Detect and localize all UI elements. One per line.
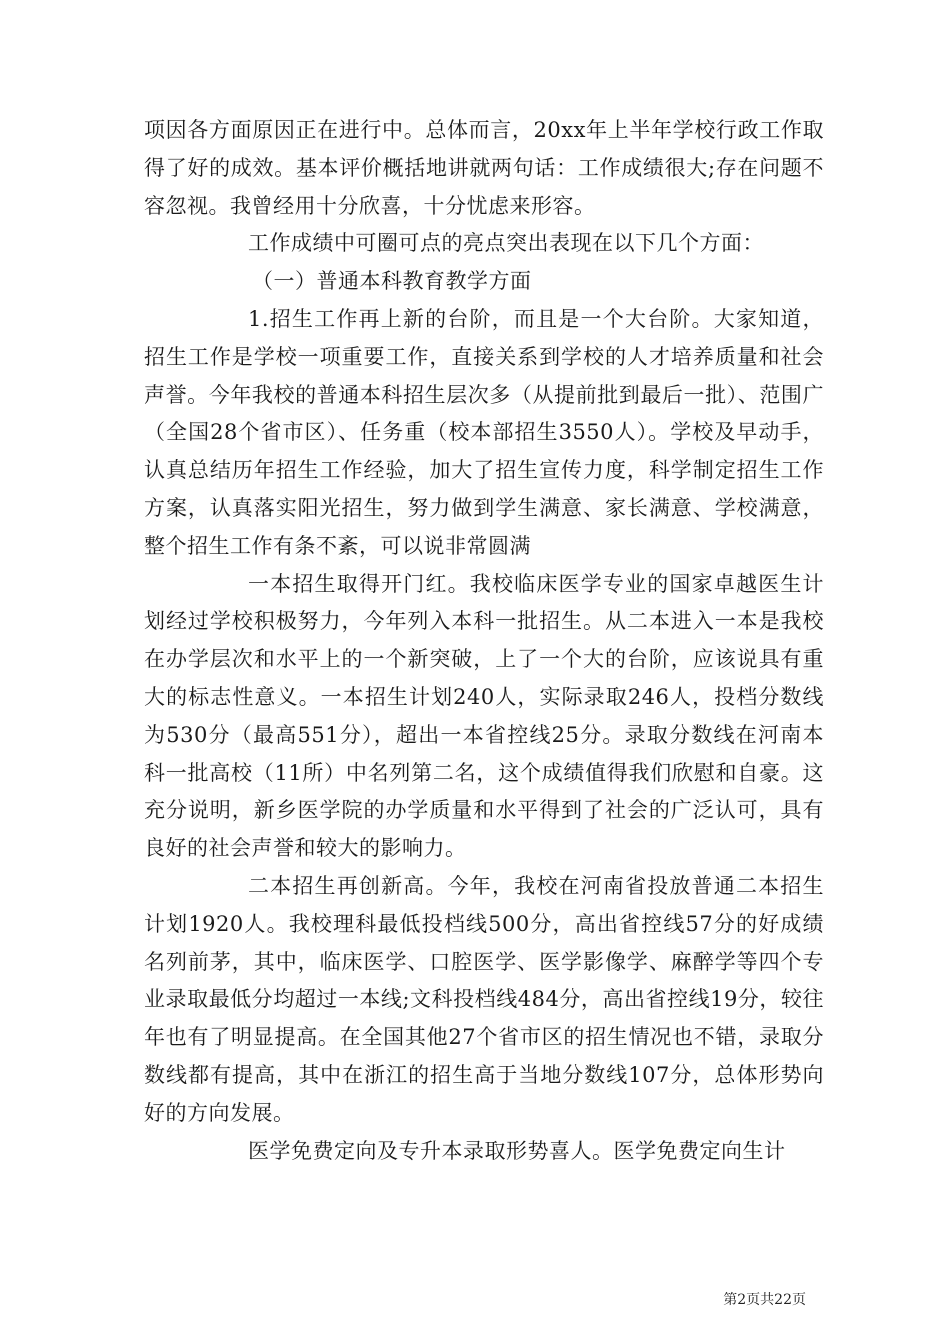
paragraph-second-tier: 二本招生再创新高。今年，我校在河南省投放普通二本招生计划1920人。我校理科最低投档线500分，高出省控线57分的好成绩名列前茅，其中，临床医学、口腔医学、医学影像学、麻醉学等四个专业录取最低分均超过一本线;文科投档线484分，高出省控线19分，较往年也有了明显提高。在全国其他27个省市区的招生情况也不错，录取分数线都有提高，其中在浙江的招生高于当地分数线107分，总体形势向好的方向发展。 — [144, 873, 824, 1125]
document-body — [144, 112, 824, 1170]
section-heading-undergraduate: （一）普通本科教育教学方面 — [252, 269, 532, 294]
paragraph-free-oriented: 医学免费定向及专升本录取形势喜人。医学免费定向生计 — [248, 1138, 786, 1163]
page-number-footer: 第2页共22页 — [723, 1292, 806, 1308]
paragraph-highlights-intro: 工作成绩中可圈可点的亮点突出表现在以下几个方面： — [248, 231, 764, 256]
paragraph-first-tier: 一本招生取得开门红。我校临床医学专业的国家卓越医生计划经过学校积极努力，今年列入本科一批招生。从二本进入一本是我校在办学层次和水平上的一个新突破，上了一个大的台阶，应该说具有重大的标志性意义。一本招生计划240人，实际录取246人，投档分数线为530分（最高551分），超出一本省控线25分。录取分数线在河南本科一批高校（11所）中名列第二名，这个成绩值得我们欣慰和自豪。这充分说明，新乡医学院的办学质量和水平得到了社会的广泛认可，具有良好的社会声誉和较大的影响力。 — [144, 571, 824, 861]
paragraph-enrollment: 1.招生工作再上新的台阶，而且是一个大台阶。大家知道，招生工作是学校一项重要工作，直接关系到学校的人才培养质量和社会声誉。今年我校的普通本科招生层次多（从提前批到最后一批）、范围广（全国28个省市区）、任务重（校本部招生3550人）。学校及早动手，认真总结历年招生工作经验，加大了招生宣传力度，科学制定招生工作方案，认真落实阳光招生，努力做到学生满意、家长满意、学校满意，整个招生工作有条不紊，可以说非常圆满 — [144, 306, 824, 558]
paragraph-continuation: 项因各方面原因正在进行中。总体而言，20xx年上半年学校行政工作取得了好的成效。基本评价概括地讲就两句话：工作成绩很大;存在问题不容忽视。我曾经用十分欣喜，十分忧虑来形容。 — [144, 118, 824, 218]
